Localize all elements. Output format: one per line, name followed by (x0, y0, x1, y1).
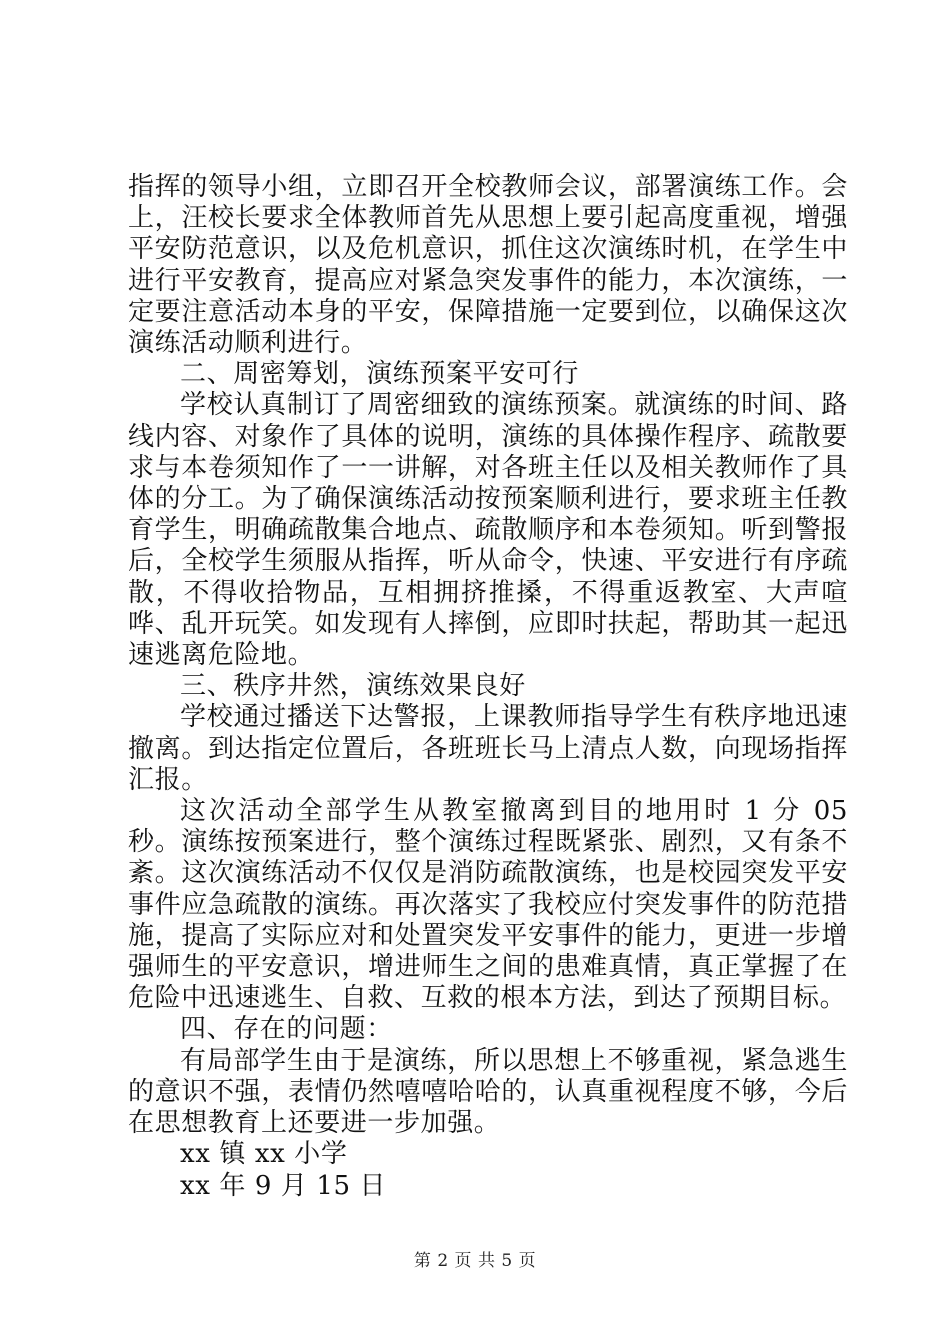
paragraph-problems: 有局部学生由于是演练，所以思想上不够重视，紧急逃生的意识不强，表情仍然嘻嘻哈哈的，认真重视程度不够，今后在思想教育上还要进一步加强。 (128, 1045, 848, 1139)
paragraph-drill-plan: 学校认真制订了周密细致的演练预案。就演练的时间、路线内容、对象作了具体的说明，演练的具体操作程序、疏散要求与本卷须知作了一一讲解，对各班主任以及相关教师作了具体的分工。为了确保演练活动按预案顺利进行，要求班主任教育学生，明确疏散集合地点、疏散顺序和本卷须知。听到警报后，全校学生须服从指挥，听从命令，快速、平安进行有序疏散，不得收拾物品，互相拥挤推搡，不得重返教室、大声喧哗、乱开玩笑。如发现有人摔倒，应即时扶起，帮助其一起迅速逃离危险地。 (128, 390, 848, 671)
signature-date: xx 年 9 月 15 日 (180, 1170, 387, 1201)
section-heading-problems: 四、存在的问题： (180, 1014, 393, 1045)
paragraph-drill-summary: 这次活动全部学生从教室撤离到目的地用时 1 分 05 秒。演练按预案进行，整个演练过程既紧张、剧烈，又有条不紊。这次演练活动不仅仅是消防疏散演练，也是校园突发平安事件应急疏散的演练。再次落实了我校应付突发事件的防范措施，提高了实际应对和处置突发平安事件的能力，更进一步增强师生的平安意识，增进师生之间的患难真情，真正掌握了在危险中迅速逃生、自救、互救的根本方法，到达了预期目标。 (128, 796, 848, 1014)
page-number-footer: 第 2 页 共 5 页 (413, 1251, 537, 1271)
paragraph-alarm-evacuation: 学校通过播送下达警报，上课教师指导学生有秩序地迅速撤离。到达指定位置后，各班班长马上清点人数，向现场指挥汇报。 (128, 702, 848, 795)
section-heading-planning: 二、周密筹划，演练预案平安可行 (180, 359, 580, 390)
section-heading-results: 三、秩序井然，演练效果良好 (180, 671, 526, 702)
paragraph-leadership-meeting: 指挥的领导小组，立即召开全校教师会议，部署演练工作。会上，汪校长要求全体教师首先从思想上要引起高度重视，增强平安防范意识，以及危机意识，抓住这次演练时机，在学生中进行平安教育，提高应对紧急突发事件的能力，本次演练，一定要注意活动本身的平安，保障措施一定要到位，以确保这次演练活动顺利进行。 (128, 172, 848, 359)
signature-school: xx 镇 xx 小学 (180, 1139, 348, 1170)
document-body (128, 172, 848, 1202)
